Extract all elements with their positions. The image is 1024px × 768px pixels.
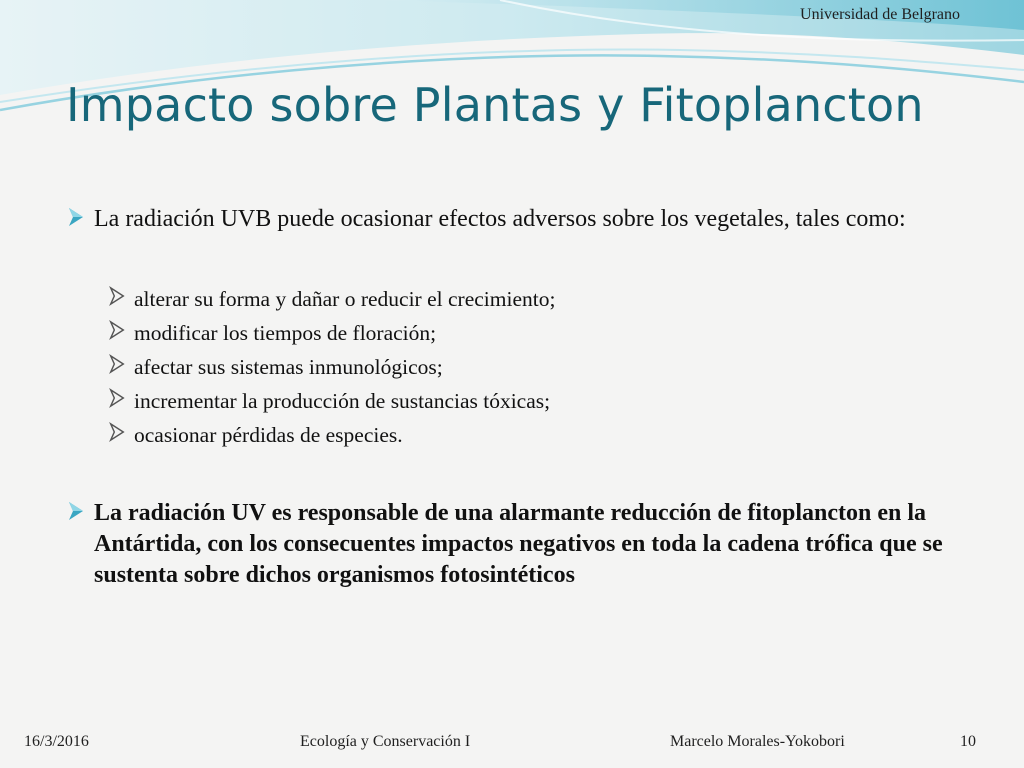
bullet-item	[64, 204, 984, 235]
footer-author: Marcelo Morales-Yokobori	[670, 733, 845, 750]
slide-content	[64, 204, 984, 591]
arrow-bullet-icon	[108, 353, 126, 375]
sub-bullet-text: ocasionar pérdidas de especies.	[134, 423, 403, 447]
arrow-bullet-icon	[66, 499, 86, 523]
sub-bullet-item	[106, 384, 984, 418]
arrow-bullet-icon	[108, 387, 126, 409]
footer-course: Ecología y Conservación I	[300, 733, 471, 750]
bullet-item	[64, 498, 984, 591]
footer-date: 16/3/2016	[24, 733, 89, 750]
sub-bullet-list	[106, 282, 984, 452]
sub-bullet-text: afectar sus sistemas inmunológicos;	[134, 355, 443, 379]
footer-page-number: 10	[960, 733, 976, 750]
bullet-text: La radiación UV es responsable de una alarmante reducción de fitoplancton en la Antártida, con los consecuentes impactos negativos en toda la cadena trófica que se sustenta sobre dichos organismos fotosintéticos	[94, 500, 943, 588]
arrow-bullet-icon	[66, 205, 86, 229]
arrow-bullet-icon	[108, 319, 126, 341]
sub-bullet-item	[106, 350, 984, 384]
sub-bullet-text: incrementar la producción de sustancias tóxicas;	[134, 389, 551, 413]
arrow-bullet-icon	[108, 285, 126, 307]
sub-bullet-text: modificar los tiempos de floración;	[134, 321, 437, 345]
arrow-bullet-icon	[108, 421, 126, 443]
bullet-text: La radiación UVB puede ocasionar efectos adversos sobre los vegetales, tales como:	[94, 206, 906, 232]
sub-bullet-text: alterar su forma y dañar o reducir el crecimiento;	[134, 287, 556, 311]
sub-bullet-item	[106, 282, 984, 316]
sub-bullet-item	[106, 316, 984, 350]
sub-bullet-item	[106, 418, 984, 452]
slide-title: Impacto sobre Plantas y Fitoplancton	[66, 78, 924, 132]
institution-label: Universidad de Belgrano	[800, 6, 960, 23]
